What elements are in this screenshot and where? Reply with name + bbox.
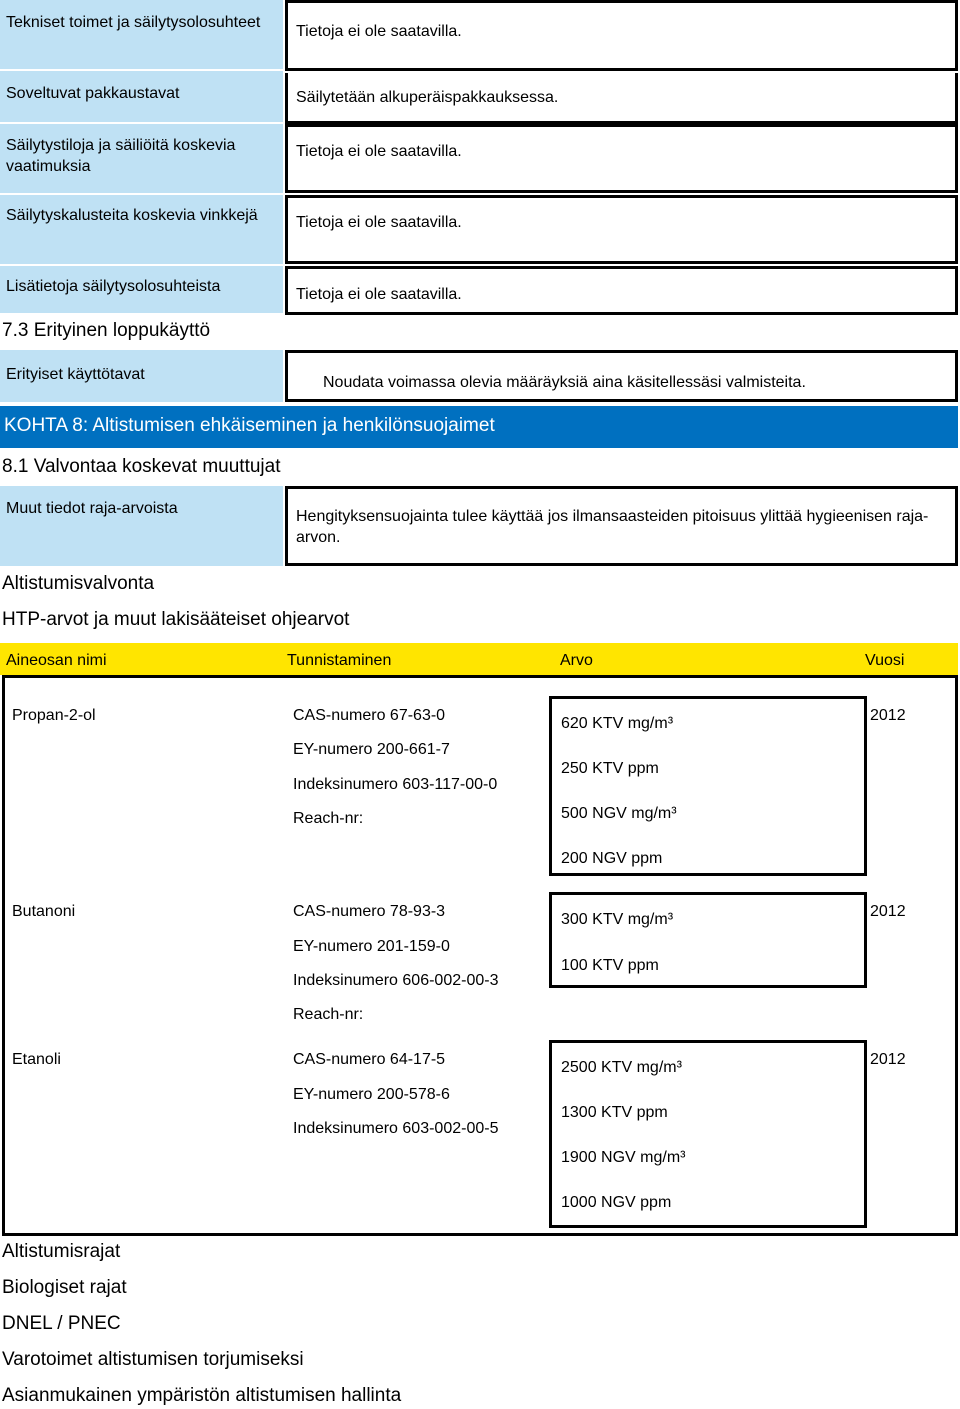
precautions-heading: Varotoimet altistumisen torjumiseksi (2, 1349, 304, 1370)
biological-limits-heading: Biologiset rajat (2, 1277, 127, 1298)
header-name: Aineosan nimi (6, 652, 107, 669)
header-year: Vuosi (865, 652, 905, 669)
value-entry: 620 KTV mg/m³ (561, 715, 674, 732)
storage-label-pakkaustavat: Soveltuvat pakkaustavat (0, 71, 283, 122)
htp-heading: HTP-arvot ja muut lakisääteiset ohjearvot (2, 609, 350, 630)
id-ey: EY-numero 201-159-0 (293, 938, 450, 955)
table-row-name: Butanoni (12, 903, 76, 920)
storage-label-kalusteet: Säilytyskalusteita koskevia vinkkejä (0, 195, 283, 264)
id-index: Indeksinumero 603-117-00-0 (293, 776, 498, 793)
section-8-band: KOHTA 8: Altistumisen ehkäiseminen ja henkilönsuojaimet (0, 406, 958, 448)
section-7-3-heading: 7.3 Erityinen loppukäyttö (2, 320, 211, 341)
exposure-control-heading: Altistumisvalvonta (2, 573, 155, 594)
storage-value-sailytystilat: Tietoja ei ole saatavilla. (285, 124, 958, 193)
value-entry: 100 KTV ppm (561, 957, 659, 974)
storage-label-tekniset: Tekniset toimet ja säilytysolosuhteet (0, 0, 283, 69)
storage-value-tekniset: Tietoja ei ole saatavilla. (285, 0, 958, 71)
year: 2012 (870, 903, 906, 920)
year: 2012 (870, 1051, 906, 1068)
storage-label-sailytystilat: Säilytystiloja ja säiliöitä koskevia vaatimuksia (0, 124, 283, 193)
storage-value-pakkaustavat: Säilytetään alkuperäispakkauksessa. (285, 73, 958, 124)
special-use-label: Erityiset käyttötavat (0, 350, 283, 402)
id-ey: EY-numero 200-578-6 (293, 1086, 450, 1103)
value-entry: 300 KTV mg/m³ (561, 911, 674, 928)
id-ey: EY-numero 200-661-7 (293, 741, 450, 758)
value-entry: 250 KTV ppm (561, 760, 659, 777)
id-index: Indeksinumero 606-002-00-3 (293, 972, 499, 989)
special-use-value: Noudata voimassa olevia määräyksiä aina käsitellessäsi valmisteita. (285, 350, 958, 402)
value-entry: 1000 NGV ppm (561, 1194, 672, 1211)
id-reach: Reach-nr: (293, 810, 364, 827)
dnel-pnec-heading: DNEL / PNEC (2, 1313, 121, 1334)
limit-info-value: Hengityksensuojainta tulee käyttää jos ilmansaasteiden pitoisuus ylittää hygieenisen raja-arvon. (285, 486, 958, 566)
id-cas: CAS-numero 67-63-0 (293, 707, 446, 724)
value-entry: 2500 KTV mg/m³ (561, 1059, 682, 1076)
id-index: Indeksinumero 603-002-00-5 (293, 1120, 499, 1137)
year: 2012 (870, 707, 906, 724)
exposure-limits-heading: Altistumisrajat (2, 1241, 121, 1262)
storage-value-lisatietoja: Tietoja ei ole saatavilla. (285, 266, 958, 315)
value-entry: 1900 NGV mg/m³ (561, 1149, 686, 1166)
id-cas: CAS-numero 78-93-3 (293, 903, 446, 920)
environmental-exposure-heading: Asianmukainen ympäristön altistumisen hallinta (2, 1385, 402, 1406)
value-entry: 1300 KTV ppm (561, 1104, 668, 1121)
id-cas: CAS-numero 64-17-5 (293, 1051, 446, 1068)
storage-value-kalusteet: Tietoja ei ole saatavilla. (285, 195, 958, 264)
value-entry: 500 NGV mg/m³ (561, 805, 677, 822)
table-header (0, 643, 958, 675)
value-entry: 200 NGV ppm (561, 850, 663, 867)
header-identification: Tunnistaminen (287, 652, 392, 669)
table-row-name: Etanoli (12, 1051, 61, 1068)
header-value: Arvo (560, 652, 593, 669)
storage-label-lisatietoja: Lisätietoja säilytysolosuhteista (0, 266, 283, 313)
id-reach: Reach-nr: (293, 1006, 364, 1023)
section-8-1-heading: 8.1 Valvontaa koskevat muuttujat (2, 456, 281, 477)
table-row-name: Propan-2-ol (12, 707, 96, 724)
limit-info-label: Muut tiedot raja-arvoista (0, 486, 283, 566)
